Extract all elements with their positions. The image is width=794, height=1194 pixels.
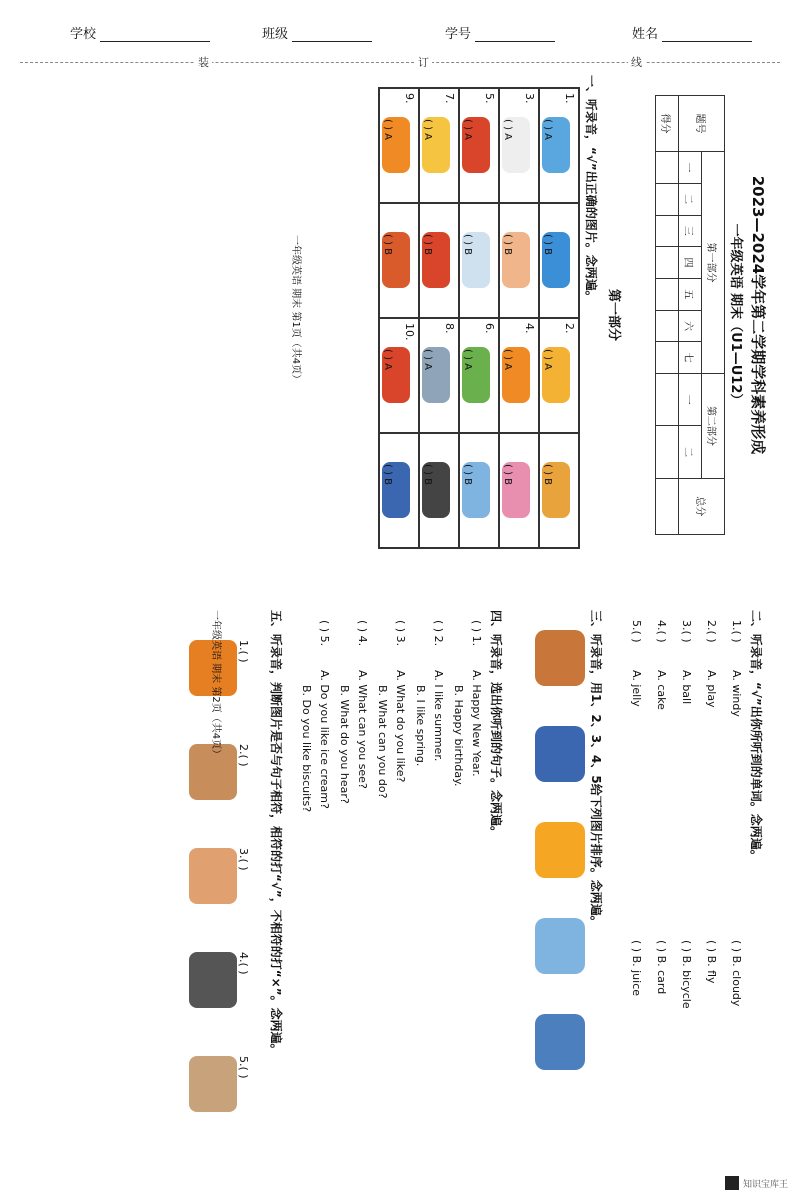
q1-option-cell[interactable] (499, 433, 539, 548)
q4-item-a: A. Do you like ice cream? (318, 670, 331, 809)
q4-item-n[interactable]: ( ) 4. (356, 620, 369, 647)
exam-subtitle: 一年级英语 期末（U1—U12） (728, 223, 743, 407)
name-underline (662, 29, 752, 42)
qr-icon (725, 1176, 739, 1190)
id-underline (475, 29, 555, 42)
q4-item-b: B. I like spring. (414, 685, 427, 767)
q5-picture (189, 1056, 237, 1112)
school-label: 学校 (70, 27, 97, 42)
q1-option-label[interactable]: ( ) B (542, 234, 553, 256)
q3-instruction: 三、听录音，用1、2、3、4、5给下列图片排序。念两遍。 (589, 610, 603, 928)
q1-option-label[interactable]: ( ) B (542, 464, 553, 486)
shorts-picture (535, 1014, 585, 1070)
class-field[interactable] (262, 24, 372, 42)
id-label: 学号 (445, 27, 472, 42)
q5-answer-label[interactable]: 3.( ) (237, 848, 250, 871)
q1-option-label[interactable]: ( ) A (542, 119, 553, 141)
q2-item-a: A. jelly (630, 670, 643, 707)
score-cell[interactable] (656, 342, 679, 374)
q1-option-label[interactable]: ( ) B (502, 234, 513, 256)
q4-item-b: B. Do you like biscuits? (300, 685, 313, 813)
score-num: 六 (679, 310, 702, 342)
q1-option-cell[interactable] (539, 433, 579, 548)
q4-item-n[interactable]: ( ) 5. (318, 620, 331, 647)
q5-item[interactable] (185, 952, 250, 1022)
q2-item-b[interactable]: ( ) B. card (655, 940, 668, 995)
q2-item-n[interactable]: 5.( ) (630, 620, 643, 643)
q2-item-a: A. play (705, 670, 718, 708)
q2-instruction: 二、听录音，“√”出你所听到的单词。念两遍。 (749, 610, 763, 862)
q2-item-n[interactable]: 1.( ) (730, 620, 743, 643)
q1-option-label[interactable]: ( ) A (462, 349, 473, 371)
q1-option-cell[interactable] (419, 318, 459, 433)
score-cell[interactable] (656, 310, 679, 342)
q1-option-cell[interactable] (379, 203, 419, 318)
score-cell[interactable] (656, 215, 679, 247)
q1-option-label[interactable]: ( ) B (462, 464, 473, 486)
q1-option-cell[interactable] (379, 88, 419, 203)
q2-item-b[interactable]: ( ) B. fly (705, 940, 718, 984)
q2-item-b[interactable]: ( ) B. bicycle (680, 940, 693, 1009)
q1-option-cell[interactable] (499, 203, 539, 318)
score-num: 一 (679, 374, 702, 426)
q4-item-a: A. What do you like? (394, 670, 407, 783)
name-field[interactable] (632, 24, 752, 42)
q1-option-label[interactable]: ( ) A (462, 119, 473, 141)
q2-item-n[interactable]: 2.( ) (705, 620, 718, 643)
binding-zhuang: 装 (195, 54, 212, 70)
score-cell[interactable] (656, 374, 679, 426)
score-total: 总分 (679, 478, 725, 534)
milk-carton-picture (535, 726, 585, 782)
q1-option-label[interactable]: ( ) A (502, 349, 513, 371)
q2-item-a: A. ball (680, 670, 693, 705)
q1-option-label[interactable]: ( ) A (382, 119, 393, 141)
q1-option-cell[interactable] (379, 318, 419, 433)
q1-option-label[interactable]: ( ) A (422, 349, 433, 371)
binding-xian: 线 (628, 54, 645, 70)
swimming-boy-picture (535, 918, 585, 974)
q4-item-b: B. What can you do? (376, 685, 389, 799)
score-cell[interactable] (656, 152, 679, 184)
q1-option-cell[interactable] (499, 88, 539, 203)
sun-picture (535, 822, 585, 878)
binding-ding: 订 (415, 54, 432, 70)
q1-option-cell[interactable] (539, 88, 579, 203)
q5-answer-label[interactable]: 5.( ) (237, 1056, 250, 1079)
q4-item-a: A. What can you see? (356, 670, 369, 789)
q1-item-number: 3. (523, 93, 536, 104)
q5-item[interactable] (185, 1056, 250, 1126)
score-num: 四 (679, 247, 702, 279)
q3-pictures (535, 630, 585, 1070)
q1-option-label[interactable]: ( ) B (422, 234, 433, 256)
exam-title: 2023—2024学年第二学期学科素养形成 (749, 175, 767, 455)
q1-option-cell[interactable] (419, 433, 459, 548)
score-num: 二 (679, 426, 702, 478)
score-num: 五 (679, 278, 702, 310)
q1-picture-grid (378, 87, 580, 549)
q1-option-cell[interactable] (539, 318, 579, 433)
score-num: 二 (679, 183, 702, 215)
q1-option-label[interactable]: ( ) A (382, 349, 393, 371)
school-field[interactable] (70, 24, 210, 42)
score-num: 三 (679, 215, 702, 247)
q1-item-number: 4. (523, 323, 536, 334)
q2-item-n[interactable]: 4.( ) (655, 620, 668, 643)
dog-picture (535, 630, 585, 686)
q5-answer-label[interactable]: 4.( ) (237, 952, 250, 975)
q5-instruction: 五、听录音，判断图片是否与句子相符，相符的打“√”，不相符的打“×”。念两遍。 (269, 610, 283, 1056)
q1-option-cell[interactable] (419, 203, 459, 318)
q1-option-label[interactable]: ( ) B (462, 234, 473, 256)
q1-item-number: 8. (443, 323, 456, 334)
q1-option-label[interactable]: ( ) B (382, 234, 393, 256)
score-cell[interactable] (656, 478, 679, 534)
q1-item-number: 5. (483, 93, 496, 104)
q1-option-cell[interactable] (459, 433, 499, 548)
score-cell[interactable] (656, 183, 679, 215)
id-field[interactable] (445, 24, 555, 42)
score-cell[interactable] (656, 247, 679, 279)
q1-item-number: 2. (563, 323, 576, 334)
score-col-title: 题号 (679, 96, 725, 152)
page-footer-1: 一年级英语 期末 第1页（共4页） (290, 235, 301, 385)
q1-option-cell[interactable] (379, 433, 419, 548)
school-underline (100, 29, 210, 42)
score-label: 得分 (656, 96, 679, 152)
q1-instruction: 一、听录音，“√”出正确的图片。念两遍。 (584, 75, 598, 303)
q1-item-number: 10. (403, 323, 416, 341)
watermark (725, 1176, 788, 1190)
q2-item-a: A. cake (655, 670, 668, 710)
q2-item-n[interactable]: 3.( ) (680, 620, 693, 643)
q4-item-a: A. I like summer. (432, 670, 445, 762)
page-2 (15, 610, 765, 1170)
q1-item-number: 7. (443, 93, 456, 104)
q5-answer-label[interactable]: 2.( ) (237, 744, 250, 767)
q1-item-number: 9. (403, 93, 416, 104)
watermark-text: 知识宝库王 (742, 1179, 788, 1190)
class-underline (292, 29, 372, 42)
q1-option-label[interactable]: ( ) A (422, 119, 433, 141)
q5-item[interactable] (185, 848, 250, 918)
q1-option-label[interactable]: ( ) B (502, 464, 513, 486)
q1-option-cell[interactable] (499, 318, 539, 433)
q1-option-label[interactable]: ( ) B (382, 464, 393, 486)
score-table (655, 95, 725, 535)
score-cell[interactable] (656, 426, 679, 478)
q1-option-cell[interactable] (459, 318, 499, 433)
score-part1: 第一部分 (702, 152, 725, 374)
page-1 (55, 75, 775, 555)
q1-option-label[interactable]: ( ) A (542, 349, 553, 371)
class-label: 班级 (262, 27, 289, 42)
q4-item-a: A. Happy New Year. (470, 670, 483, 777)
q2-item-b[interactable]: ( ) B. juice (630, 940, 643, 997)
q2-item-b[interactable]: ( ) B. cloudy (730, 940, 743, 1007)
q5-picture (189, 848, 237, 904)
score-part2: 第二部分 (702, 374, 725, 479)
part1-heading: 第一部分 (606, 288, 621, 341)
q4-item-b: B. Happy birthday. (452, 685, 465, 787)
q5-picture (189, 952, 237, 1008)
q1-option-label[interactable]: ( ) B (422, 464, 433, 486)
q4-item-n[interactable]: ( ) 3. (394, 620, 407, 647)
q1-item-number: 6. (483, 323, 496, 334)
q1-option-label[interactable]: ( ) A (502, 119, 513, 141)
q1-option-cell[interactable] (539, 203, 579, 318)
score-cell[interactable] (656, 278, 679, 310)
q4-item-n[interactable]: ( ) 1. (470, 620, 483, 647)
q4-item-b: B. What do you hear? (338, 685, 351, 804)
score-num: 一 (679, 152, 702, 184)
q1-item-number: 1. (563, 93, 576, 104)
q4-item-n[interactable]: ( ) 2. (432, 620, 445, 647)
q1-option-cell[interactable] (459, 203, 499, 318)
score-num: 七 (679, 342, 702, 374)
q2-item-a: A. windy (730, 670, 743, 717)
page-footer-2: 一年级英语 期末 第2页（共4页） (210, 610, 221, 760)
q1-option-cell[interactable] (459, 88, 499, 203)
q1-option-cell[interactable] (419, 88, 459, 203)
name-label: 姓名 (632, 27, 659, 42)
q5-answer-label[interactable]: 1.( ) (237, 640, 250, 663)
q4-instruction: 四、听录音，选出你听到的句子。念两遍。 (489, 610, 503, 839)
